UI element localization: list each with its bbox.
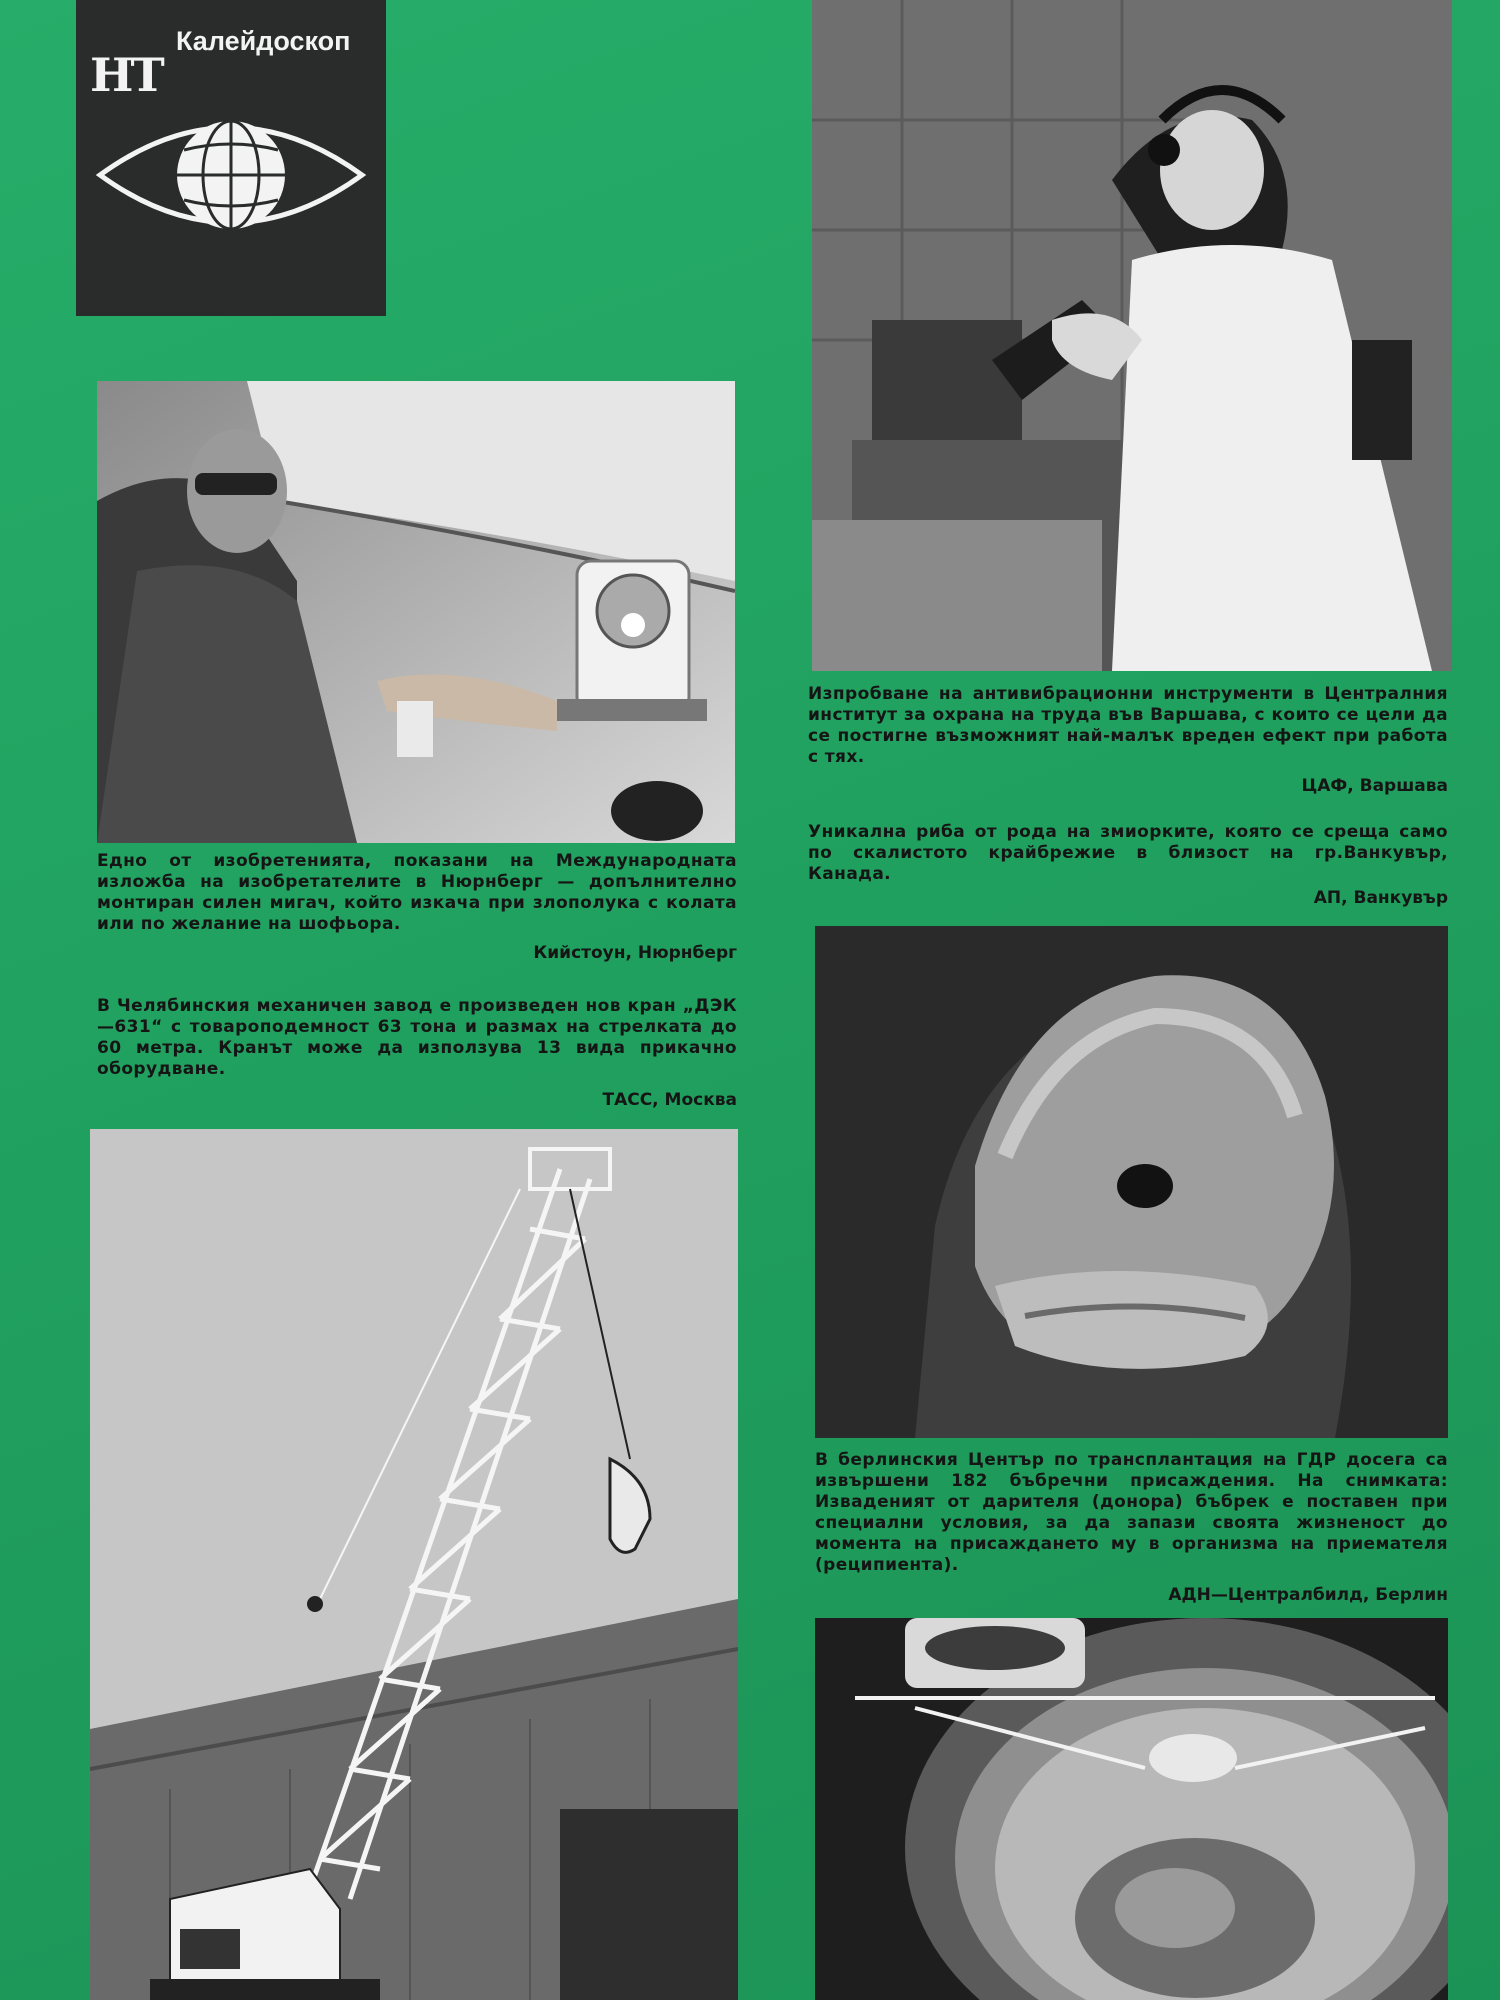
credit-kidney-transplant: АДН—Централбилд, Берлин (1168, 1585, 1448, 1605)
credit-antivibration: ЦАФ, Варшава (1301, 776, 1448, 796)
caption-crane: В Челябинския механичен завод е произведен нов кран „ДЭК—631“ с товароподемност 63 тона и размах на стрелката до 60 метра. Кранът може да използува 13 вида прикачно оборудване. (97, 996, 737, 1079)
section-title: Калейдоскоп (176, 26, 351, 56)
eye-globe-icon (94, 100, 368, 250)
kaleidoscope-logo (76, 0, 386, 316)
credit-eel-fish: АП, Ванкувър (1313, 888, 1448, 908)
photo-antivibration-test (812, 0, 1452, 671)
caption-kidney-transplant: В берлинския Център по трансплантация на ГДР досега са извършени 182 бъбречни присаждения. На снимката: Извадeният от дарителя (донора) бъбрек е поставен при специални условия, за да запази своята жизненост до момента на присаждането му в организма на приемателя (реципиента). (815, 1450, 1448, 1575)
credit-signal-light: Кийстоун, Нюрнберг (533, 943, 737, 963)
photo-eel-fish (815, 926, 1448, 1438)
credit-crane: ТАСС, Москва (602, 1090, 737, 1110)
photo-car-signal-light (97, 381, 735, 843)
caption-signal-light: Едно от изобретенията, показани на Международната изложба на изобретателите в Нюрнберг — допълнително монтиран силен мигач, който изкача при злополука с колата или по желание на шофьора. (97, 851, 737, 934)
photo-kidney-container (815, 1618, 1448, 2000)
caption-antivibration: Изпробване на антивибрационни инструменти в Централния институт за охрана на труда във Варшава, с които се цели да се постигне възможният най-малък вреден ефект при работа с тях. (808, 684, 1448, 767)
logo-mark: НТ (90, 48, 162, 102)
photo-crane (90, 1129, 738, 2000)
caption-eel-fish: Уникална риба от рода на змиорките, която се среща само по скалистото крайбрежие в близост на гр.Ванкувър, Канада. (808, 822, 1448, 884)
